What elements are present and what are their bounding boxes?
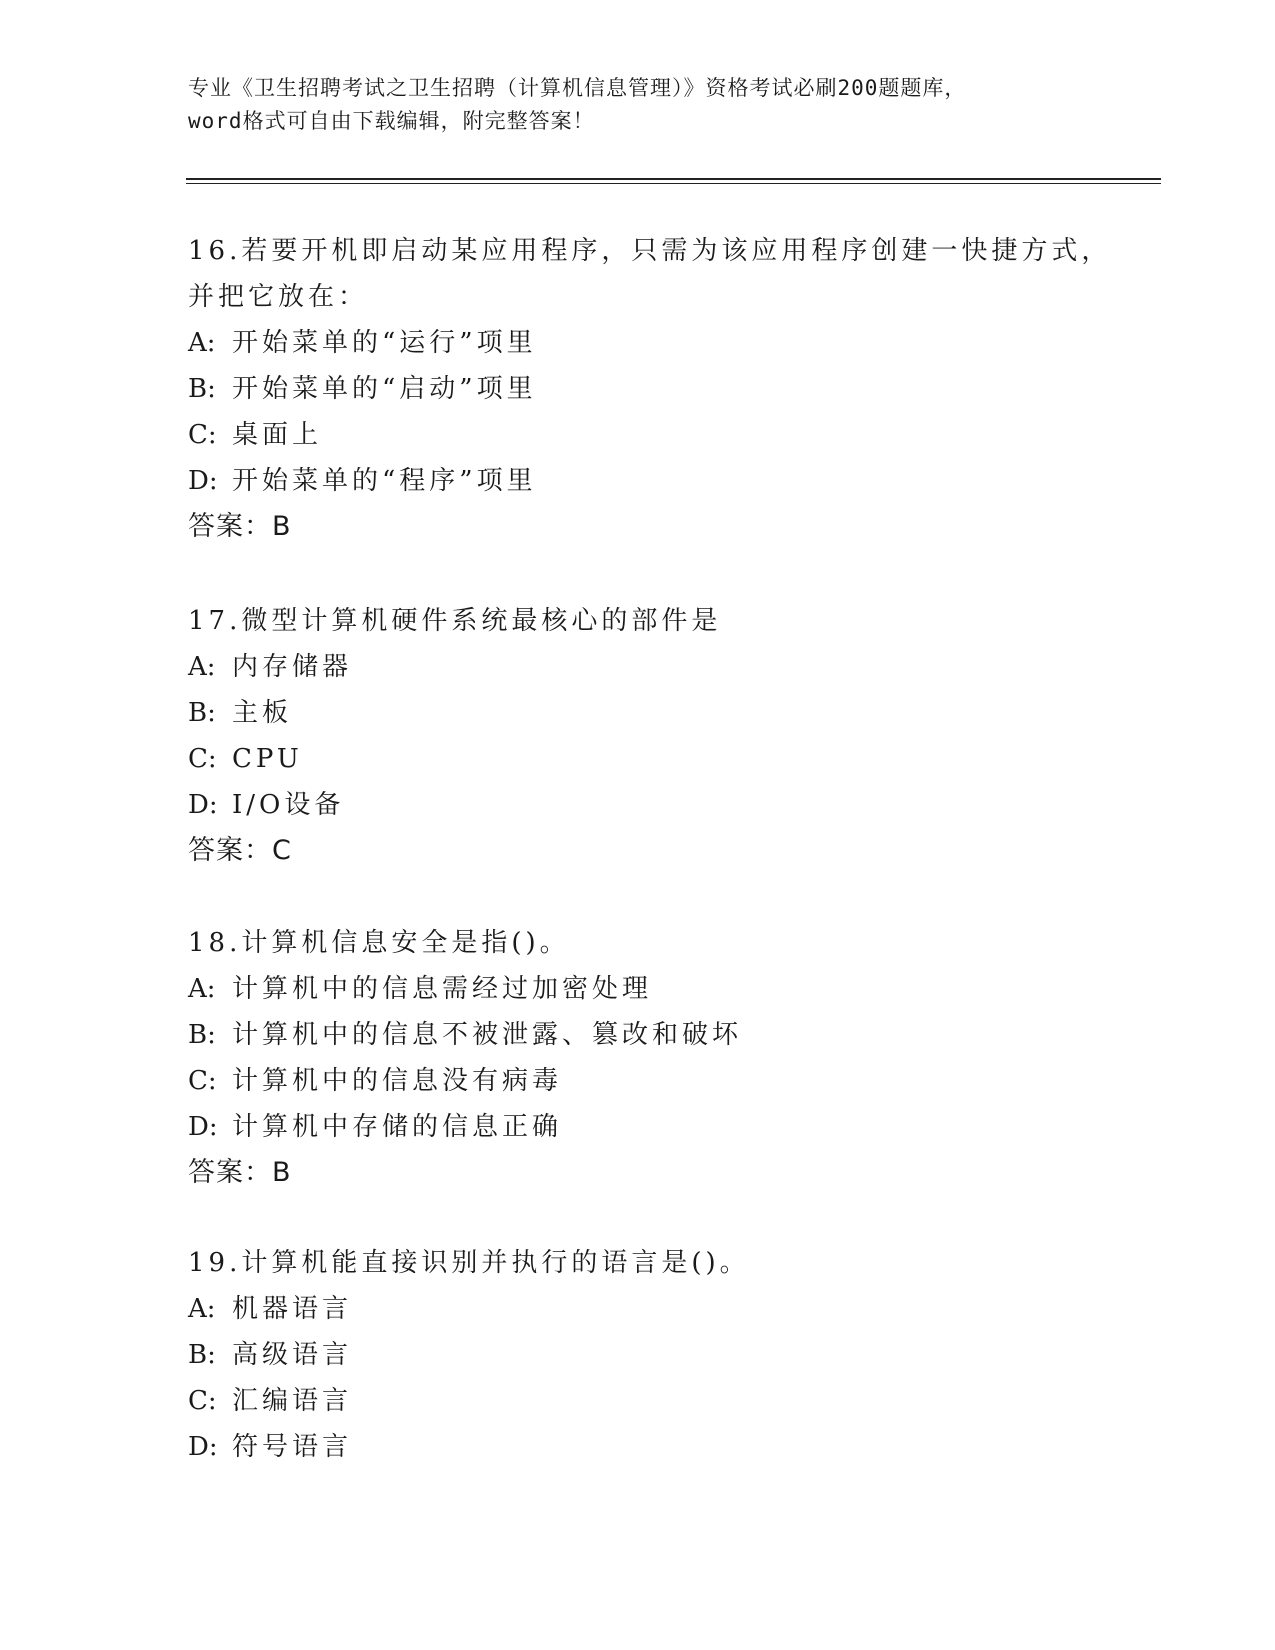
option-text: 高级语言	[232, 1340, 353, 1370]
question-stem: 18.计算机信息安全是指()。	[188, 928, 570, 958]
option-letter: C:	[188, 744, 217, 774]
option-letter: D:	[188, 1112, 218, 1142]
question-18	[188, 920, 1148, 1196]
option-text: 计算机中的信息没有病毒	[232, 1066, 563, 1096]
option-d	[188, 1424, 1148, 1470]
option-d	[188, 782, 1148, 828]
header-divider-thin	[186, 183, 1161, 184]
option-letter: C:	[188, 1386, 217, 1416]
answer-line: 答案：C	[188, 835, 292, 866]
answer-line: 答案：B	[188, 1157, 292, 1188]
option-d	[188, 458, 1148, 504]
option-b	[188, 366, 1148, 412]
option-text: 计算机中的信息不被泄露、篡改和破坏	[232, 1020, 743, 1050]
option-c	[188, 412, 1148, 458]
option-letter: B:	[188, 698, 216, 728]
document-header	[188, 72, 1088, 138]
option-letter: A:	[188, 1294, 216, 1324]
question-16	[188, 228, 1148, 550]
option-b	[188, 1012, 1148, 1058]
option-d	[188, 1104, 1148, 1150]
header-divider	[186, 178, 1161, 180]
option-letter: A:	[188, 974, 216, 1004]
question-stem: 17.微型计算机硬件系统最核心的部件是	[188, 606, 722, 636]
header-subtitle-line: word格式可自由下载编辑，附完整答案！	[188, 109, 595, 133]
option-letter: B:	[188, 374, 216, 404]
question-19	[188, 1240, 1148, 1470]
option-letter: D:	[188, 790, 218, 820]
option-text: 机器语言	[232, 1294, 353, 1324]
option-text: 内存储器	[232, 652, 353, 682]
option-a	[188, 320, 1148, 366]
option-text: 计算机中存储的信息正确	[232, 1112, 563, 1142]
option-text: 桌面上	[232, 420, 323, 450]
option-text: 主板	[232, 698, 293, 728]
option-letter: A:	[188, 652, 216, 682]
option-b	[188, 690, 1148, 736]
answer-line: 答案：B	[188, 511, 292, 542]
option-c	[188, 736, 1148, 782]
option-text: 符号语言	[232, 1432, 353, 1462]
option-text: 汇编语言	[232, 1386, 353, 1416]
option-a	[188, 966, 1148, 1012]
question-stem: 16.若要开机即启动某应用程序，只需为该应用程序创建一快捷方式，	[188, 236, 1112, 266]
option-c	[188, 1058, 1148, 1104]
option-a	[188, 1286, 1148, 1332]
option-letter: D:	[188, 1432, 218, 1462]
option-letter: D:	[188, 466, 218, 496]
option-text: CPU	[232, 744, 303, 774]
option-letter: B:	[188, 1020, 216, 1050]
option-letter: B:	[188, 1340, 216, 1370]
option-text: 计算机中的信息需经过加密处理	[232, 974, 653, 1004]
option-letter: C:	[188, 420, 217, 450]
option-text: 开始菜单的“程序”项里	[232, 466, 537, 496]
question-17	[188, 598, 1148, 874]
question-stem-continued: 并把它放在：	[188, 282, 369, 312]
header-title-line: 专业《卫生招聘考试之卫生招聘（计算机信息管理）》资格考试必刷200题题库，	[188, 76, 967, 100]
option-b	[188, 1332, 1148, 1378]
option-text: 开始菜单的“运行”项里	[232, 328, 537, 358]
question-stem: 19.计算机能直接识别并执行的语言是()。	[188, 1248, 750, 1278]
option-letter: A:	[188, 328, 216, 358]
option-c	[188, 1378, 1148, 1424]
option-text: 开始菜单的“启动”项里	[232, 374, 537, 404]
option-text: I/O设备	[232, 790, 345, 820]
option-a	[188, 644, 1148, 690]
option-letter: C:	[188, 1066, 217, 1096]
